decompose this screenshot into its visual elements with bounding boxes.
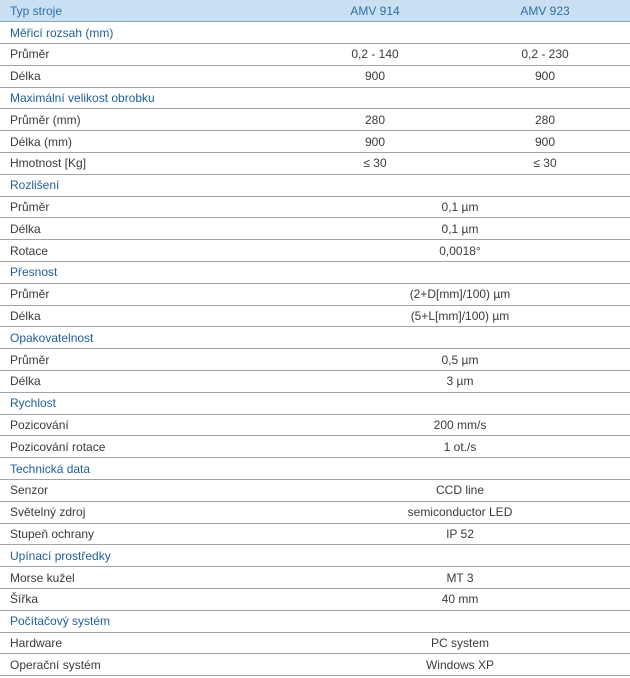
row-label: Pozicování rotace <box>0 436 290 458</box>
table-row <box>0 109 630 131</box>
section-heading-row <box>0 610 630 632</box>
row-label: Průměr <box>0 349 290 371</box>
table-row <box>0 480 630 502</box>
table-row <box>0 414 630 436</box>
table-row <box>0 523 630 545</box>
row-value-shared: MT 3 <box>290 567 630 589</box>
row-value-shared: 1 ot./s <box>290 436 630 458</box>
section-heading: Upínací prostředky <box>0 545 630 567</box>
table-row <box>0 436 630 458</box>
table-row <box>0 501 630 523</box>
row-label: Délka <box>0 371 290 393</box>
section-heading: Rozlišení <box>0 174 630 196</box>
table-row <box>0 305 630 327</box>
row-value-amv923: 0,2 - 230 <box>460 44 630 66</box>
section-heading-row <box>0 87 630 109</box>
row-label: Šířka <box>0 589 290 611</box>
row-value-shared: 0,1 µm <box>290 218 630 240</box>
section-heading-row <box>0 327 630 349</box>
row-value-shared: IP 52 <box>290 523 630 545</box>
row-value-amv923: ≤ 30 <box>460 153 630 175</box>
row-label: Hardware <box>0 632 290 654</box>
table-header-row <box>0 0 630 22</box>
row-value-shared: 40 mm <box>290 589 630 611</box>
row-value-amv923: 280 <box>460 109 630 131</box>
row-label: Hmotnost [Kg] <box>0 153 290 175</box>
row-value-shared: 0,1 µm <box>290 196 630 218</box>
section-heading-row <box>0 22 630 44</box>
section-heading: Opakovatelnost <box>0 327 630 349</box>
row-value-shared: 200 mm/s <box>290 414 630 436</box>
row-label: Průměr <box>0 196 290 218</box>
row-label: Rotace <box>0 240 290 262</box>
table-row <box>0 240 630 262</box>
row-value-shared: PC system <box>290 632 630 654</box>
section-heading-row <box>0 392 630 414</box>
table-row <box>0 131 630 153</box>
table-row <box>0 196 630 218</box>
row-value-amv914: 280 <box>290 109 460 131</box>
section-heading-row <box>0 545 630 567</box>
table-row <box>0 44 630 66</box>
row-value-shared: (5+L[mm]/100) µm <box>290 305 630 327</box>
section-heading: Rychlost <box>0 392 630 414</box>
row-value-shared: CCD line <box>290 480 630 502</box>
row-value-amv923: 900 <box>460 131 630 153</box>
row-value-shared: (2+D[mm]/100) µm <box>290 283 630 305</box>
table-row <box>0 567 630 589</box>
row-label: Operační systém <box>0 654 290 676</box>
section-heading: Přesnost <box>0 262 630 284</box>
row-label: Pozicování <box>0 414 290 436</box>
row-value-shared: 0,5 µm <box>290 349 630 371</box>
table-row <box>0 283 630 305</box>
header-model-amv914: AMV 914 <box>290 0 460 22</box>
section-heading-row <box>0 262 630 284</box>
section-heading-row <box>0 174 630 196</box>
row-label: Délka <box>0 218 290 240</box>
row-label: Délka <box>0 65 290 87</box>
table-row <box>0 371 630 393</box>
section-heading-row <box>0 458 630 480</box>
section-heading: Měřicí rozsah (mm) <box>0 22 630 44</box>
row-value-amv914: 900 <box>290 65 460 87</box>
row-label: Světelný zdroj <box>0 501 290 523</box>
section-heading: Maximální velikost obrobku <box>0 87 630 109</box>
row-value-amv923: 900 <box>460 65 630 87</box>
table-row <box>0 589 630 611</box>
table-row <box>0 654 630 676</box>
row-value-shared: 3 µm <box>290 371 630 393</box>
row-value-shared: 0,0018° <box>290 240 630 262</box>
row-label: Průměr <box>0 44 290 66</box>
table-body <box>0 22 630 676</box>
row-value-amv914: 0,2 - 140 <box>290 44 460 66</box>
row-value-amv914: ≤ 30 <box>290 153 460 175</box>
section-heading: Technická data <box>0 458 630 480</box>
table-row <box>0 65 630 87</box>
row-label: Průměr <box>0 283 290 305</box>
table-row <box>0 218 630 240</box>
row-value-shared: semiconductor LED <box>290 501 630 523</box>
table-row <box>0 632 630 654</box>
row-value-amv914: 900 <box>290 131 460 153</box>
section-heading: Počítačový systém <box>0 610 630 632</box>
header-label: Typ stroje <box>0 0 290 22</box>
table-row <box>0 153 630 175</box>
row-label: Průměr (mm) <box>0 109 290 131</box>
row-value-shared: Windows XP <box>290 654 630 676</box>
table-row <box>0 349 630 371</box>
header-model-amv923: AMV 923 <box>460 0 630 22</box>
row-label: Délka (mm) <box>0 131 290 153</box>
row-label: Morse kužel <box>0 567 290 589</box>
row-label: Délka <box>0 305 290 327</box>
row-label: Senzor <box>0 480 290 502</box>
row-label: Stupeň ochrany <box>0 523 290 545</box>
